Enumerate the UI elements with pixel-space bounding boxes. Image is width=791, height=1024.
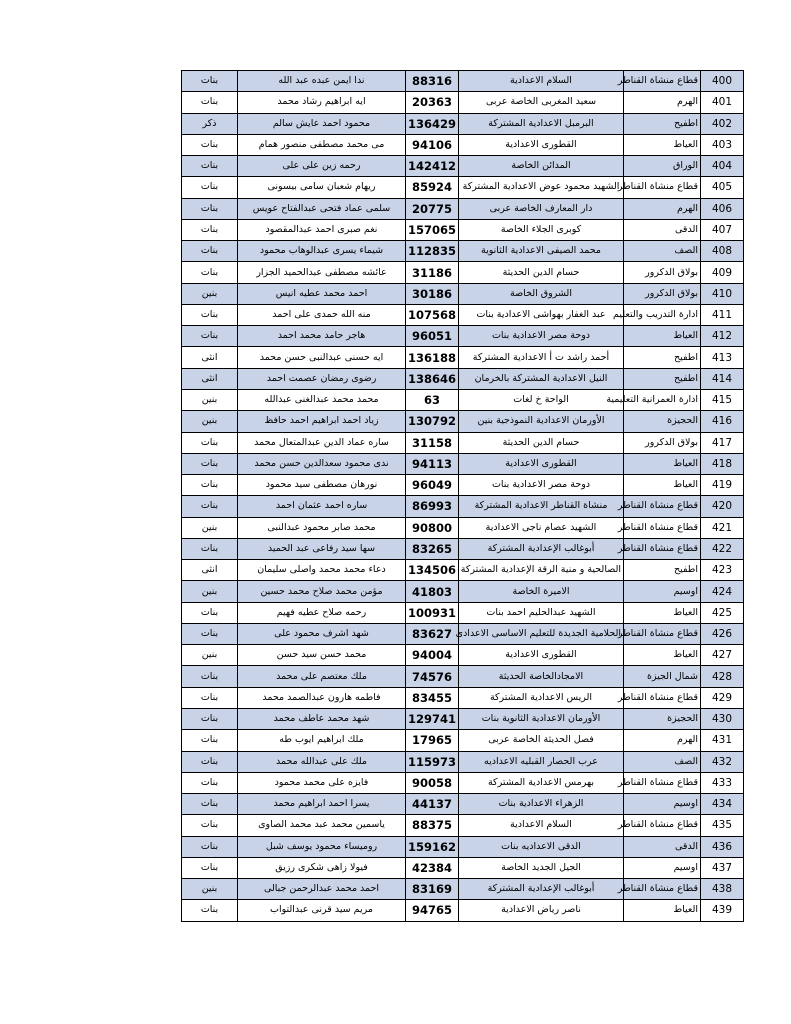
school-name-cell: النيل الاعدادية المشتركة بالخرمان — [459, 368, 624, 389]
row-number-cell: 409 — [701, 262, 744, 283]
table-row — [182, 219, 744, 240]
school-name-cell: القطورى الاعدادية — [459, 645, 624, 666]
row-number-cell: 424 — [701, 581, 744, 602]
table-row — [182, 645, 744, 666]
table-row — [182, 304, 744, 325]
seat-code-cell: 96049 — [406, 475, 459, 496]
school-name-cell: منشاة القناطر الاعدادية المشتركة — [459, 496, 624, 517]
school-name-cell: دوحة مصر الاعدادية بنات — [459, 326, 624, 347]
table-row — [182, 560, 744, 581]
school-name-cell: بهرمس الاعدادية المشتركة — [459, 772, 624, 793]
gender-cell: بنين — [182, 283, 238, 304]
student-name-cell: ندا ايمن عبده عبد الله — [238, 71, 406, 92]
gender-cell: بنات — [182, 432, 238, 453]
student-name-cell: يسرا احمد ابراهيم محمد — [238, 794, 406, 815]
school-name-cell: كوبرى الجلاء الخاصة — [459, 219, 624, 240]
seat-code-cell: 31186 — [406, 262, 459, 283]
school-name-cell: الواحة خ لغات — [459, 389, 624, 410]
seat-code-cell: 83265 — [406, 538, 459, 559]
seat-code-cell: 31158 — [406, 432, 459, 453]
administration-cell: الحجيزة — [624, 708, 701, 729]
gender-cell: بنات — [182, 241, 238, 262]
school-name-cell: عرب الحصار القبليه الاعداديه — [459, 751, 624, 772]
school-name-cell: عبد الغفار بهواشى الاعدادية بنات — [459, 304, 624, 325]
table-row — [182, 581, 744, 602]
administration-cell: العياط — [624, 134, 701, 155]
gender-cell: بنين — [182, 645, 238, 666]
gender-cell: بنات — [182, 857, 238, 878]
table-row — [182, 71, 744, 92]
seat-code-cell: 94004 — [406, 645, 459, 666]
seat-code-cell: 134506 — [406, 560, 459, 581]
seat-code-cell: 90058 — [406, 772, 459, 793]
school-name-cell: حسام الدين الحديثة — [459, 262, 624, 283]
student-name-cell: دعاء محمد محمد واصلى سليمان — [238, 560, 406, 581]
table-row — [182, 113, 744, 134]
student-name-cell: محمد صابر محمود عبدالنبى — [238, 517, 406, 538]
seat-code-cell: 17965 — [406, 730, 459, 751]
seat-code-cell: 88375 — [406, 815, 459, 836]
gender-cell: بنات — [182, 156, 238, 177]
student-name-cell: ملك ابراهيم ايوب طه — [238, 730, 406, 751]
school-name-cell: البرمبل الاعدادية المشتركة — [459, 113, 624, 134]
seat-code-cell: 130792 — [406, 411, 459, 432]
table-row — [182, 198, 744, 219]
school-name-cell: فصل الحديثة الخاصة عربى — [459, 730, 624, 751]
student-name-cell: محمد حسن سيد حسن — [238, 645, 406, 666]
school-name-cell: الشروق الخاصة — [459, 283, 624, 304]
seat-code-cell: 94113 — [406, 453, 459, 474]
administration-cell: قطاع منشاة القناطر — [624, 623, 701, 644]
gender-cell: انثى — [182, 560, 238, 581]
student-name-cell: ندى محمود سعدالدين حسن محمد — [238, 453, 406, 474]
school-name-cell: الشهيد عصام ناجى الاعدادية — [459, 517, 624, 538]
gender-cell: بنين — [182, 411, 238, 432]
seat-code-cell: 83169 — [406, 879, 459, 900]
administration-cell: اطفيح — [624, 560, 701, 581]
gender-cell: بنات — [182, 475, 238, 496]
gender-cell: بنات — [182, 794, 238, 815]
table-row — [182, 326, 744, 347]
administration-cell: ادارة التدريب والتعليم — [624, 304, 701, 325]
school-name-cell: ناصر رياض الاعدادية — [459, 900, 624, 921]
seat-code-cell: 138646 — [406, 368, 459, 389]
student-name-cell: سلمى عماد فتحى عبدالفتاح عويس — [238, 198, 406, 219]
table-row — [182, 92, 744, 113]
administration-cell: الدقى — [624, 219, 701, 240]
school-name-cell: القطورى الاعدادية — [459, 134, 624, 155]
administration-cell: قطاع منشاة القناطر — [624, 815, 701, 836]
school-name-cell: الأورمان الاعدادية النموذجية بنين — [459, 411, 624, 432]
table-row — [182, 879, 744, 900]
results-table — [181, 70, 744, 922]
gender-cell: بنين — [182, 581, 238, 602]
table-row — [182, 836, 744, 857]
row-number-cell: 432 — [701, 751, 744, 772]
seat-code-cell: 136429 — [406, 113, 459, 134]
seat-code-cell: 112835 — [406, 241, 459, 262]
school-name-cell: الدقى الاعداديه بنات — [459, 836, 624, 857]
student-name-cell: احمد محمد عبدالرحمن جبالى — [238, 879, 406, 900]
administration-cell: الحجيزة — [624, 411, 701, 432]
administration-cell: قطاع منشاة القناطر — [624, 517, 701, 538]
administration-cell: العياط — [624, 900, 701, 921]
seat-code-cell: 129741 — [406, 708, 459, 729]
seat-code-cell: 83455 — [406, 687, 459, 708]
gender-cell: بنين — [182, 879, 238, 900]
gender-cell: ذكر — [182, 113, 238, 134]
gender-cell: بنات — [182, 71, 238, 92]
row-number-cell: 401 — [701, 92, 744, 113]
school-name-cell: الشهيد محمود عوض الاعدادية المشتركة — [459, 177, 624, 198]
row-number-cell: 436 — [701, 836, 744, 857]
administration-cell: بولاق الدكرور — [624, 432, 701, 453]
table-row — [182, 517, 744, 538]
school-name-cell: الشهيد عبدالحليم احمد بنات — [459, 602, 624, 623]
table-row — [182, 772, 744, 793]
gender-cell: بنات — [182, 623, 238, 644]
student-name-cell: ساره احمد عثمان احمد — [238, 496, 406, 517]
row-number-cell: 418 — [701, 453, 744, 474]
student-name-cell: فاطمه هارون عبدالصمد محمد — [238, 687, 406, 708]
administration-cell: اطفيح — [624, 368, 701, 389]
school-name-cell: أبوغالب الإعدادية المشتركة — [459, 538, 624, 559]
gender-cell: بنات — [182, 730, 238, 751]
row-number-cell: 426 — [701, 623, 744, 644]
table-row — [182, 389, 744, 410]
student-name-cell: زياد احمد ابراهيم احمد حافظ — [238, 411, 406, 432]
gender-cell: انثى — [182, 368, 238, 389]
administration-cell: قطاع منشاة القناطر — [624, 879, 701, 900]
seat-code-cell: 159162 — [406, 836, 459, 857]
gender-cell: بنات — [182, 666, 238, 687]
gender-cell: بنات — [182, 219, 238, 240]
gender-cell: بنات — [182, 177, 238, 198]
administration-cell: اوسيم — [624, 794, 701, 815]
gender-cell: بنات — [182, 836, 238, 857]
table-row — [182, 496, 744, 517]
administration-cell: ادارة العمرانية التعليمية — [624, 389, 701, 410]
table-row — [182, 156, 744, 177]
student-name-cell: محمد محمد عبدالغنى عبدالله — [238, 389, 406, 410]
table-row — [182, 857, 744, 878]
row-number-cell: 439 — [701, 900, 744, 921]
seat-code-cell: 136188 — [406, 347, 459, 368]
student-name-cell: نورهان مصطفى سيد محمود — [238, 475, 406, 496]
school-name-cell: السلام الاعدادية — [459, 71, 624, 92]
student-name-cell: رضوى رمضان عصمت احمد — [238, 368, 406, 389]
gender-cell: بنين — [182, 517, 238, 538]
seat-code-cell: 157065 — [406, 219, 459, 240]
gender-cell: بنات — [182, 198, 238, 219]
table-row — [182, 368, 744, 389]
row-number-cell: 414 — [701, 368, 744, 389]
student-name-cell: مى محمد مصطفى منصور همام — [238, 134, 406, 155]
row-number-cell: 405 — [701, 177, 744, 198]
row-number-cell: 400 — [701, 71, 744, 92]
student-name-cell: شيماء يسرى عبدالوهاب محمود — [238, 241, 406, 262]
school-name-cell: أبوغالب الإعدادية المشتركة — [459, 879, 624, 900]
row-number-cell: 407 — [701, 219, 744, 240]
row-number-cell: 422 — [701, 538, 744, 559]
gender-cell: بنات — [182, 538, 238, 559]
table-row — [182, 241, 744, 262]
row-number-cell: 435 — [701, 815, 744, 836]
student-name-cell: روميساء محمود يوسف شبل — [238, 836, 406, 857]
school-name-cell: دوحة مصر الاعدادية بنات — [459, 475, 624, 496]
seat-code-cell: 44137 — [406, 794, 459, 815]
row-number-cell: 437 — [701, 857, 744, 878]
row-number-cell: 410 — [701, 283, 744, 304]
student-name-cell: عائشه مصطفى عبدالحميد الجزار — [238, 262, 406, 283]
school-name-cell: الأورمان الاعدادية الثانوية بنات — [459, 708, 624, 729]
seat-code-cell: 88316 — [406, 71, 459, 92]
administration-cell: الهرم — [624, 92, 701, 113]
administration-cell: العياط — [624, 326, 701, 347]
table-row — [182, 730, 744, 751]
row-number-cell: 412 — [701, 326, 744, 347]
administration-cell: قطاع منشاة القناطر — [624, 177, 701, 198]
table-row — [182, 666, 744, 687]
row-number-cell: 431 — [701, 730, 744, 751]
seat-code-cell: 115973 — [406, 751, 459, 772]
school-name-cell: المدائن الخاصة — [459, 156, 624, 177]
row-number-cell: 411 — [701, 304, 744, 325]
gender-cell: بنات — [182, 304, 238, 325]
administration-cell: بولاق الدكرور — [624, 262, 701, 283]
table-row — [182, 432, 744, 453]
school-name-cell: السلام الاعدادية — [459, 815, 624, 836]
student-name-cell: ريهام شعبان سامى بيسونى — [238, 177, 406, 198]
row-number-cell: 438 — [701, 879, 744, 900]
table-row — [182, 687, 744, 708]
row-number-cell: 404 — [701, 156, 744, 177]
administration-cell: الهرم — [624, 198, 701, 219]
table-row — [182, 751, 744, 772]
school-name-cell: حسام الدين الحديثة — [459, 432, 624, 453]
administration-cell: قطاع منشاة القناطر — [624, 687, 701, 708]
table-row — [182, 177, 744, 198]
row-number-cell: 408 — [701, 241, 744, 262]
seat-code-cell: 100931 — [406, 602, 459, 623]
row-number-cell: 417 — [701, 432, 744, 453]
school-name-cell: أحمد راشد ت أ الاعدادية المشتركة — [459, 347, 624, 368]
row-number-cell: 433 — [701, 772, 744, 793]
student-name-cell: ياسمين محمد عبد محمد الصاوى — [238, 815, 406, 836]
table-row — [182, 134, 744, 155]
seat-code-cell: 142412 — [406, 156, 459, 177]
seat-code-cell: 86993 — [406, 496, 459, 517]
school-name-cell: سعيد المغربى الخاصة عربى — [459, 92, 624, 113]
gender-cell: بنات — [182, 262, 238, 283]
gender-cell: بنات — [182, 900, 238, 921]
student-name-cell: نغم صبرى احمد عبدالمقصود — [238, 219, 406, 240]
gender-cell: بنات — [182, 134, 238, 155]
row-number-cell: 423 — [701, 560, 744, 581]
seat-code-cell: 30186 — [406, 283, 459, 304]
student-name-cell: منه الله حمدى على احمد — [238, 304, 406, 325]
seat-code-cell: 83627 — [406, 623, 459, 644]
administration-cell: اوسيم — [624, 857, 701, 878]
student-name-cell: هاجر حامد محمد احمد — [238, 326, 406, 347]
row-number-cell: 416 — [701, 411, 744, 432]
administration-cell: شمال الجيزة — [624, 666, 701, 687]
table-row — [182, 453, 744, 474]
gender-cell: بنات — [182, 751, 238, 772]
row-number-cell: 427 — [701, 645, 744, 666]
table-row — [182, 538, 744, 559]
school-name-cell: الامجادالخاصة الحديثة — [459, 666, 624, 687]
seat-code-cell: 42384 — [406, 857, 459, 878]
row-number-cell: 420 — [701, 496, 744, 517]
student-name-cell: احمد محمد عطيه انيس — [238, 283, 406, 304]
administration-cell: بولاق الدكرور — [624, 283, 701, 304]
seat-code-cell: 94106 — [406, 134, 459, 155]
student-name-cell: شهد اشرف محمود على — [238, 623, 406, 644]
student-name-cell: رحمه زين على على — [238, 156, 406, 177]
table-row — [182, 708, 744, 729]
student-name-cell: مؤمن محمد صلاح محمد حسين — [238, 581, 406, 602]
table-row — [182, 411, 744, 432]
administration-cell: الدقى — [624, 836, 701, 857]
table-row — [182, 262, 744, 283]
row-number-cell: 413 — [701, 347, 744, 368]
seat-code-cell: 96051 — [406, 326, 459, 347]
row-number-cell: 406 — [701, 198, 744, 219]
school-name-cell: محمد الصيفى الاعدادية الثانوية — [459, 241, 624, 262]
gender-cell: بنات — [182, 92, 238, 113]
gender-cell: بنات — [182, 326, 238, 347]
gender-cell: بنات — [182, 496, 238, 517]
administration-cell: العياط — [624, 453, 701, 474]
seat-code-cell: 85924 — [406, 177, 459, 198]
row-number-cell: 430 — [701, 708, 744, 729]
gender-cell: بنات — [182, 687, 238, 708]
seat-code-cell: 107568 — [406, 304, 459, 325]
gender-cell: انثى — [182, 347, 238, 368]
student-name-cell: مريم سيد قرنى عبدالتواب — [238, 900, 406, 921]
row-number-cell: 415 — [701, 389, 744, 410]
row-number-cell: 403 — [701, 134, 744, 155]
seat-code-cell: 94765 — [406, 900, 459, 921]
seat-code-cell: 90800 — [406, 517, 459, 538]
table-row — [182, 900, 744, 921]
administration-cell: اوسيم — [624, 581, 701, 602]
administration-cell: اطفيح — [624, 347, 701, 368]
school-name-cell: الصالحية و منية الرقة الإعدادية المشتركة — [459, 560, 624, 581]
student-name-cell: ملك على عبدالله محمد — [238, 751, 406, 772]
gender-cell: بنين — [182, 389, 238, 410]
administration-cell: اطفيح — [624, 113, 701, 134]
gender-cell: بنات — [182, 815, 238, 836]
school-name-cell: القطورى الاعدادية — [459, 453, 624, 474]
gender-cell: بنات — [182, 453, 238, 474]
gender-cell: بنات — [182, 708, 238, 729]
seat-code-cell: 20775 — [406, 198, 459, 219]
administration-cell: الوراق — [624, 156, 701, 177]
row-number-cell: 419 — [701, 475, 744, 496]
table-row — [182, 347, 744, 368]
administration-cell: الصف — [624, 241, 701, 262]
administration-cell: قطاع منشاة القناطر — [624, 538, 701, 559]
results-table-body — [182, 71, 744, 922]
student-name-cell: فيولا زاهى شكرى رزيق — [238, 857, 406, 878]
student-name-cell: ملك معتصم على محمد — [238, 666, 406, 687]
seat-code-cell: 63 — [406, 389, 459, 410]
table-row — [182, 794, 744, 815]
school-name-cell: الحلامية الجديدة للتعليم الاساسى الاعدادى — [459, 623, 624, 644]
school-name-cell: الجيل الجديد الخاصة — [459, 857, 624, 878]
student-name-cell: فايزه على محمد محمود — [238, 772, 406, 793]
table-row — [182, 815, 744, 836]
student-name-cell: سها سيد رفاعى عبد الحميد — [238, 538, 406, 559]
row-number-cell: 434 — [701, 794, 744, 815]
student-name-cell: محمود احمد عايش سالم — [238, 113, 406, 134]
administration-cell: قطاع منشاة القناطر — [624, 496, 701, 517]
school-name-cell: الاميرة الخاصة — [459, 581, 624, 602]
seat-code-cell: 41803 — [406, 581, 459, 602]
school-name-cell: الزهراء الاعدادية بنات — [459, 794, 624, 815]
administration-cell: قطاع منشاة القناطر — [624, 71, 701, 92]
seat-code-cell: 20363 — [406, 92, 459, 113]
table-row — [182, 602, 744, 623]
table-row — [182, 475, 744, 496]
row-number-cell: 428 — [701, 666, 744, 687]
administration-cell: قطاع منشاة القناطر — [624, 772, 701, 793]
student-name-cell: ايه ابراهيم رشاد محمد — [238, 92, 406, 113]
school-name-cell: الريس الاعدادية المشتركة — [459, 687, 624, 708]
school-name-cell: دار المعارف الخاصة عربى — [459, 198, 624, 219]
table-row — [182, 623, 744, 644]
administration-cell: الهرم — [624, 730, 701, 751]
row-number-cell: 429 — [701, 687, 744, 708]
administration-cell: العياط — [624, 475, 701, 496]
gender-cell: بنات — [182, 602, 238, 623]
seat-code-cell: 74576 — [406, 666, 459, 687]
row-number-cell: 421 — [701, 517, 744, 538]
student-name-cell: ساره عماد الدين عبدالمتعال محمد — [238, 432, 406, 453]
student-name-cell: ايه حسنى عبدالنبى حسن محمد — [238, 347, 406, 368]
administration-cell: الصف — [624, 751, 701, 772]
student-name-cell: رحمه صلاح عطيه فهيم — [238, 602, 406, 623]
table-row — [182, 283, 744, 304]
row-number-cell: 425 — [701, 602, 744, 623]
student-name-cell: شهد محمد عاطف محمد — [238, 708, 406, 729]
row-number-cell: 402 — [701, 113, 744, 134]
administration-cell: العياط — [624, 645, 701, 666]
gender-cell: بنات — [182, 772, 238, 793]
administration-cell: العياط — [624, 602, 701, 623]
